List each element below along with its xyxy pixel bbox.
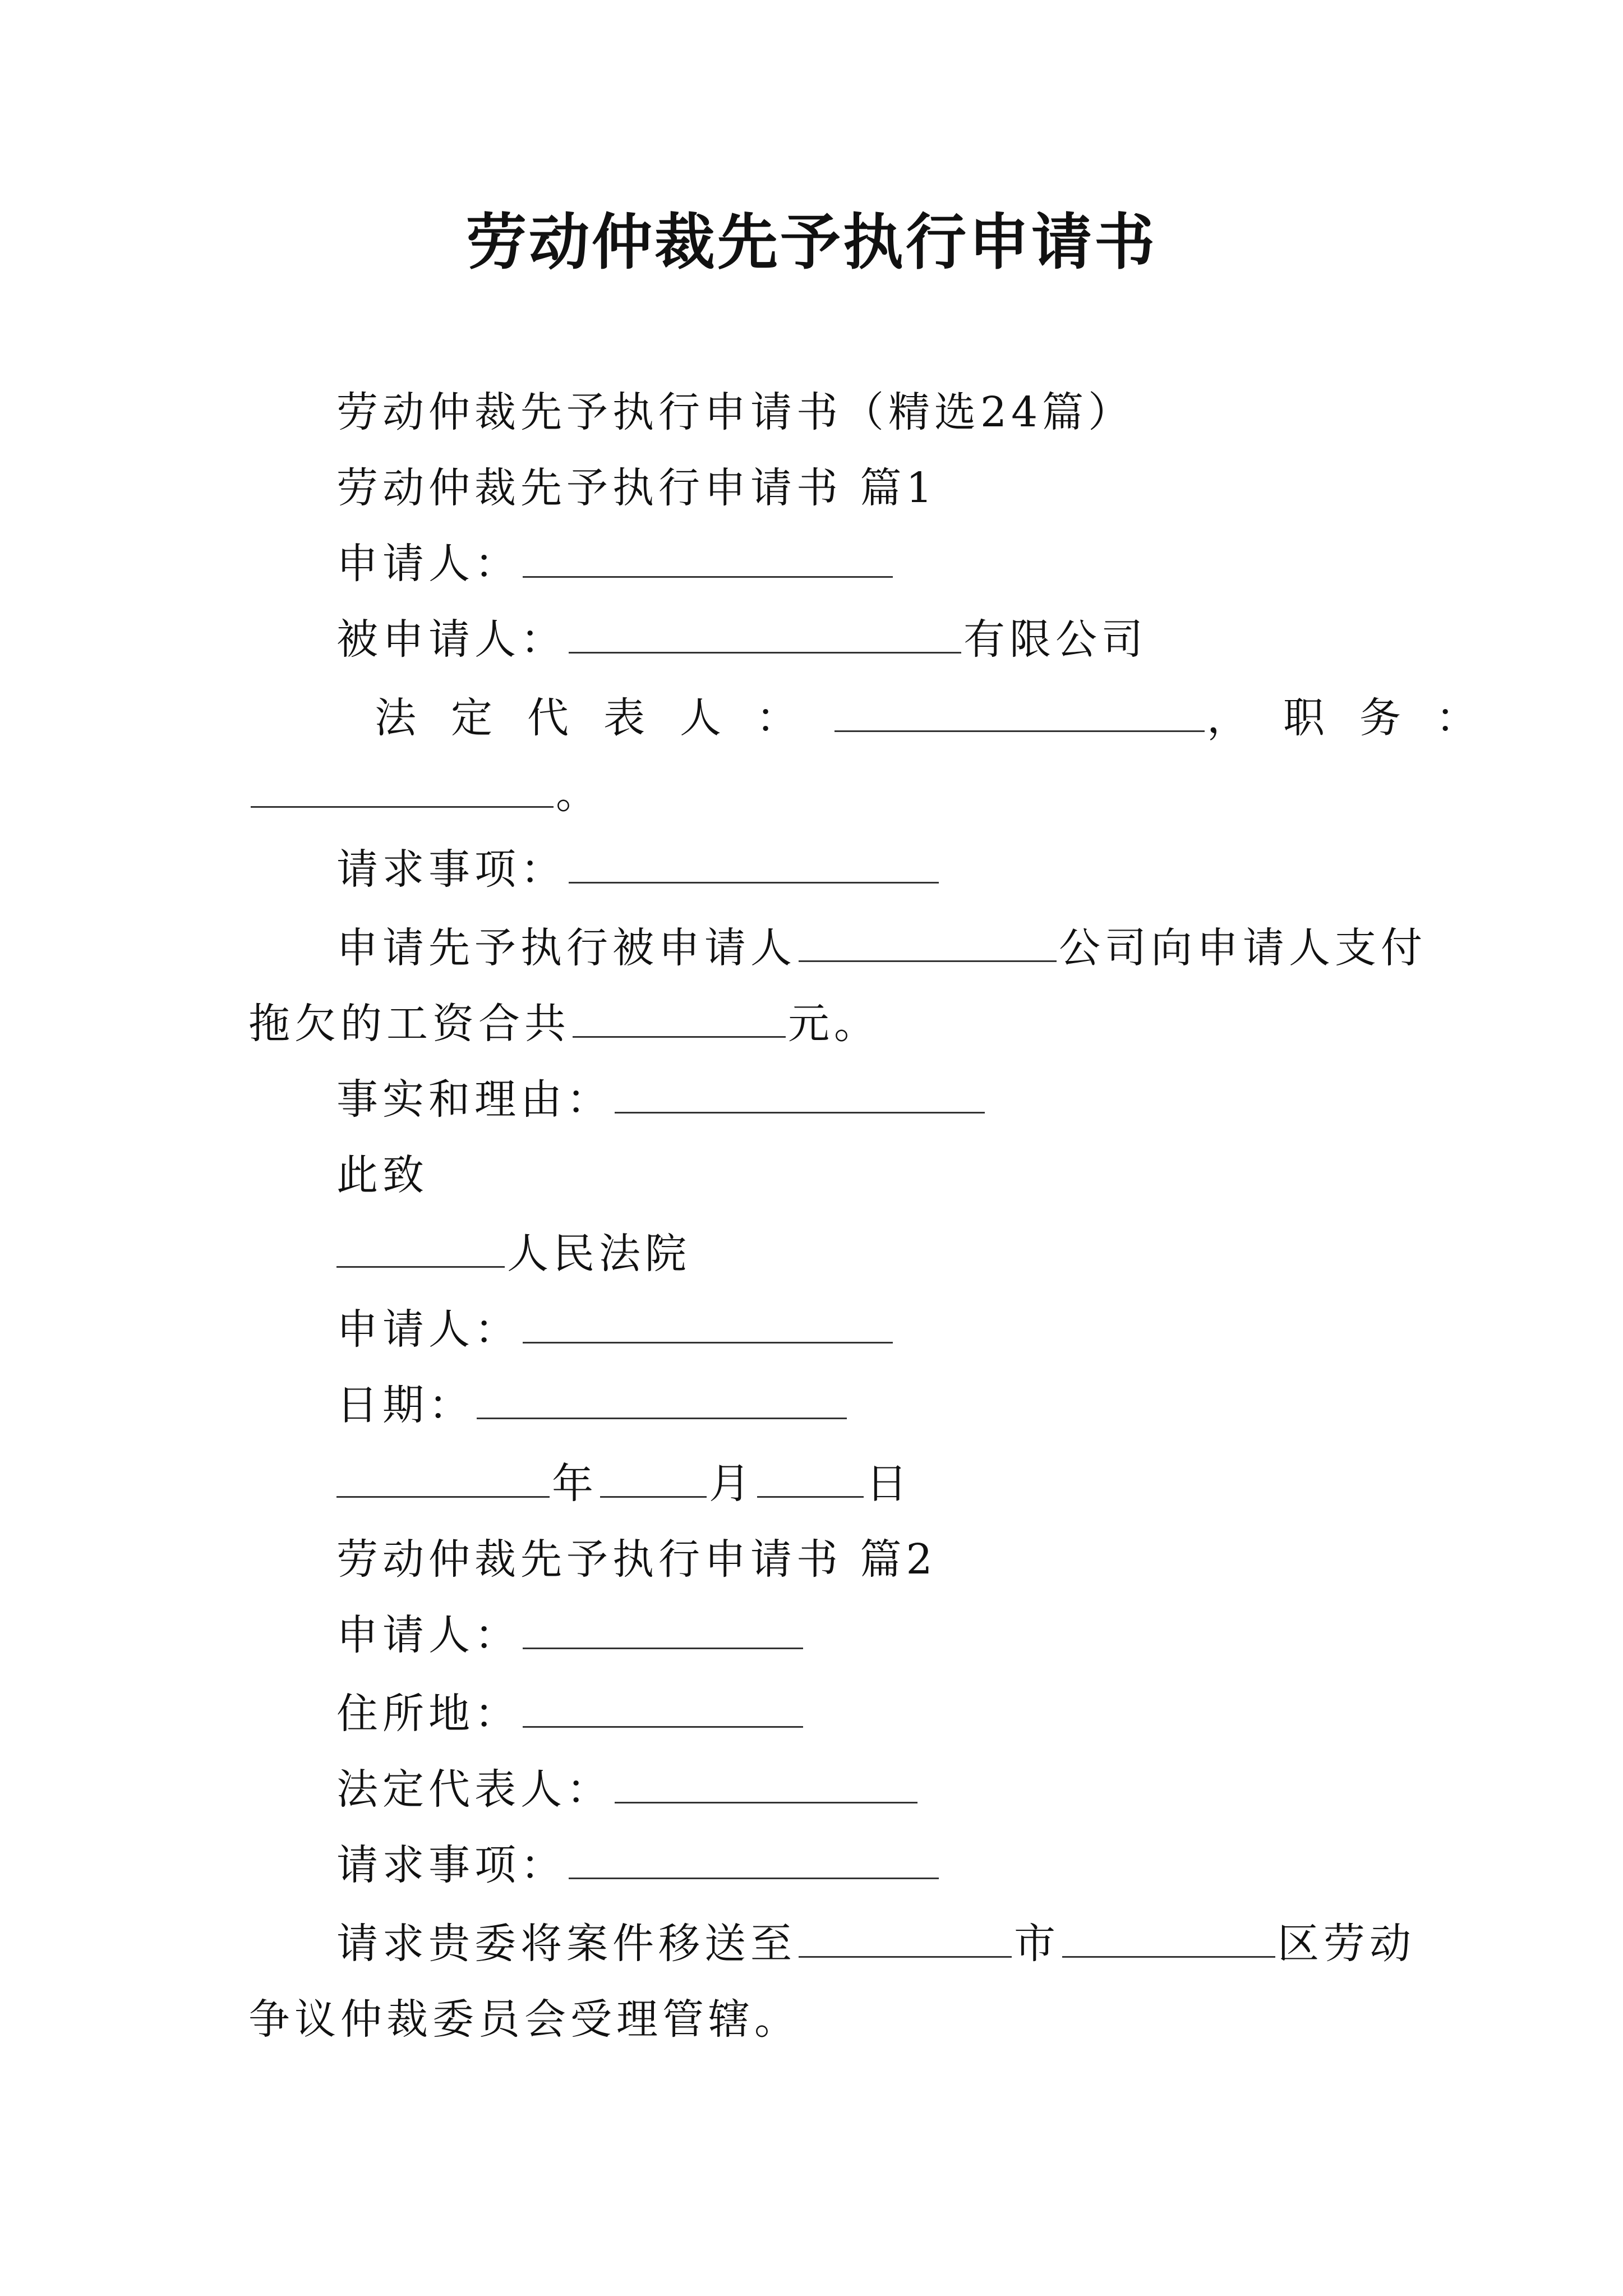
month-label: 月 [709, 1460, 755, 1508]
s2-legal-rep-blank [615, 1767, 917, 1803]
s2-transfer-text-3: 区劳动 [1278, 1920, 1415, 1968]
respondent-label: 被申请人： [336, 615, 566, 664]
position-blank [251, 771, 554, 808]
month-blank [600, 1461, 707, 1498]
legal-rep-label: 法定代表人： [375, 694, 832, 742]
company-blank [799, 926, 1057, 962]
year-blank [336, 1461, 550, 1498]
day-label: 日 [866, 1460, 912, 1508]
request-text-4: 元。 [788, 1000, 880, 1048]
s2-legal-rep-row [336, 1759, 1382, 1820]
legal-rep-blank [834, 696, 1205, 732]
request-text-1: 申请先予执行被申请人 [336, 924, 796, 972]
s2-applicant-row [336, 1604, 1382, 1666]
amount-blank [573, 1001, 786, 1038]
section1-heading: 劳动仲裁先予执行申请书 篇1 [336, 464, 937, 512]
facts-row [336, 1069, 1382, 1130]
date-label: 日期： [336, 1381, 474, 1429]
year-label: 年 [552, 1460, 598, 1508]
end-mark: 。 [556, 770, 602, 818]
applicant-sign-label: 申请人： [336, 1305, 520, 1354]
request-label: 请求事项： [336, 845, 566, 894]
applicant-sign-row [336, 1299, 1382, 1360]
court-blank [336, 1231, 505, 1268]
facts-blank [615, 1077, 985, 1114]
s2-residence-row [336, 1683, 1382, 1745]
s2-residence-blank [523, 1691, 803, 1728]
applicant-row [336, 533, 1382, 595]
s2-transfer-text-2: 市 [1014, 1920, 1060, 1968]
applicant-sign-blank [523, 1307, 893, 1343]
date-blank [477, 1383, 847, 1419]
date-row [336, 1374, 1382, 1436]
legal-rep-row [375, 687, 1512, 749]
s2-transfer-row [336, 1913, 1415, 1975]
applicant-blank [523, 541, 893, 578]
court-row [336, 1223, 1382, 1285]
request-text-2: 公司向申请人支付 [1059, 924, 1427, 972]
court-suffix: 人民法院 [507, 1230, 691, 1278]
applicant-label: 申请人： [336, 540, 520, 588]
s2-request-label: 请求事项： [336, 1841, 566, 1889]
respondent-row [336, 609, 1382, 670]
salutation: 此致 [336, 1151, 428, 1199]
document-title: 劳动仲裁先予执行申请书 [465, 208, 1157, 278]
ymd-row [336, 1453, 1382, 1515]
s2-applicant-label: 申请人： [336, 1611, 520, 1659]
document-subtitle: 劳动仲裁先予执行申请书（精选24篇） [336, 388, 1135, 436]
position-label: ，职务： [1207, 694, 1512, 742]
s2-applicant-blank [523, 1613, 803, 1649]
facts-label: 事实和理由： [336, 1075, 612, 1124]
s2-request-row [336, 1834, 1382, 1896]
respondent-suffix: 有限公司 [963, 615, 1147, 664]
s2-request-blank [569, 1843, 939, 1879]
district-blank [1062, 1921, 1275, 1958]
s2-transfer-row-2: 争议仲裁委员会受理管辖。 [248, 1995, 800, 2044]
day-blank [757, 1461, 864, 1498]
section2-heading: 劳动仲裁先予执行申请书 篇2 [336, 1535, 937, 1584]
respondent-blank [569, 617, 961, 654]
s2-legal-rep-label: 法定代表人： [336, 1765, 612, 1814]
city-blank [799, 1921, 1012, 1958]
request-row [336, 839, 1382, 900]
request-text-3: 拖欠的工资合共 [248, 1000, 570, 1048]
request-text-row [336, 917, 1427, 979]
request-blank [569, 847, 939, 884]
position-row [248, 763, 1382, 825]
wage-row [248, 993, 1382, 1055]
s2-transfer-text-1: 请求贵委将案件移送至 [336, 1920, 796, 1968]
s2-residence-label: 住所地： [336, 1690, 520, 1738]
